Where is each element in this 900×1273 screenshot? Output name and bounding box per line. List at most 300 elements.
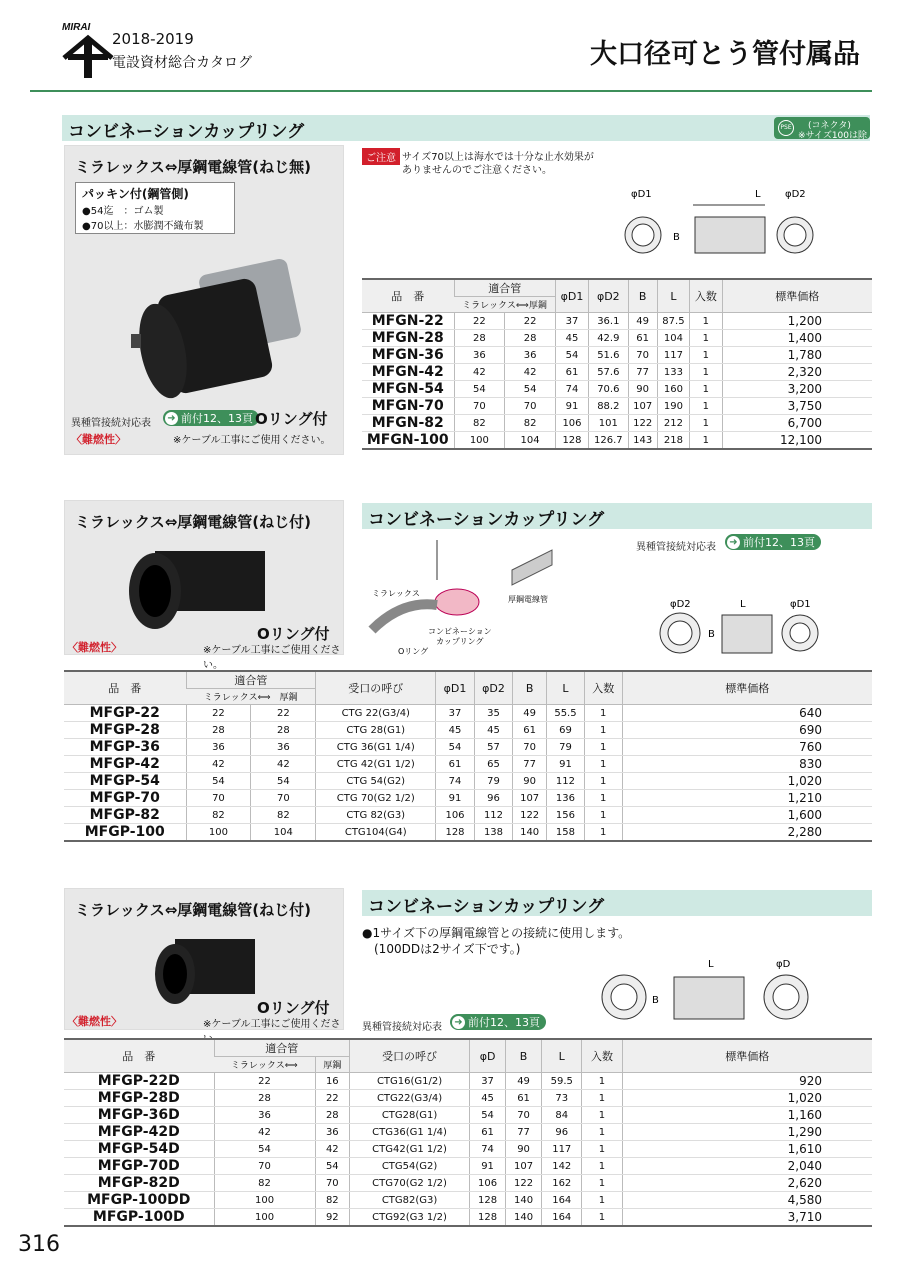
price: 6,700 [722, 415, 872, 432]
diagram-coupling-label2: カップリング [436, 637, 484, 646]
col-header: B [506, 1039, 542, 1073]
col-header: 入数 [582, 1039, 622, 1073]
part-number: MFGN-70 [362, 398, 454, 415]
part-number: MFGP-28D [64, 1090, 214, 1107]
table-row [64, 807, 872, 824]
table-cell: 77 [628, 364, 657, 381]
diagram-oring-label: Oリング [398, 647, 429, 656]
col-header: 受口の呼び [316, 671, 436, 705]
price: 2,280 [622, 824, 872, 842]
part-number: MFGP-54D [64, 1141, 214, 1158]
table-cell: 90 [513, 773, 547, 790]
assembly-diagram [362, 530, 622, 660]
table-cell: 28 [315, 1107, 350, 1124]
table-cell: 156 [547, 807, 585, 824]
table-cell: 36 [186, 739, 251, 756]
table-cell: 79 [547, 739, 585, 756]
table-cell: CTG70(G2 1/2) [350, 1175, 470, 1192]
table-cell: 1 [690, 313, 722, 330]
part-number: MFGP-82 [64, 807, 186, 824]
table-cell: 49 [513, 705, 547, 722]
dimension-drawing-2 [650, 595, 870, 665]
table-cell: 37 [436, 705, 474, 722]
table-cell: CTG54(G2) [350, 1158, 470, 1175]
table-row [362, 347, 872, 364]
table-cell: CTG104(G4) [316, 824, 436, 842]
pse-mark-icon: PSE [778, 120, 794, 136]
table-cell: 54 [315, 1158, 350, 1175]
table-row [362, 415, 872, 432]
table-cell: 70 [454, 398, 505, 415]
table-cell: 212 [657, 415, 690, 432]
table-cell: 70 [513, 739, 547, 756]
table-cell: 122 [628, 415, 657, 432]
pse-note2: ※サイズ100は除く [798, 131, 867, 154]
table-cell: CTG 36(G1 1/4) [316, 739, 436, 756]
col-header: 標準価格 [622, 1039, 872, 1073]
table-cell: 65 [474, 756, 512, 773]
table-row [64, 1158, 872, 1175]
table-row [64, 824, 872, 842]
svg-text:MIRAI: MIRAI [62, 22, 91, 33]
table-cell: 42 [251, 756, 316, 773]
table-cell: 190 [657, 398, 690, 415]
section3-note2: (100DDは2サイズ下です。) [374, 942, 521, 956]
table-cell: 54 [555, 347, 588, 364]
col-header: 受口の呼び [350, 1039, 470, 1073]
table-row [64, 773, 872, 790]
price: 3,750 [722, 398, 872, 415]
price: 3,710 [622, 1209, 872, 1227]
table-cell: 42 [505, 364, 556, 381]
table-row [64, 1124, 872, 1141]
table-cell: CTG28(G1) [350, 1107, 470, 1124]
table-cell: 164 [542, 1209, 582, 1227]
table-row [362, 398, 872, 415]
part-number: MFGN-82 [362, 415, 454, 432]
table-cell: 28 [186, 722, 251, 739]
part-number: MFGP-100D [64, 1209, 214, 1227]
table-cell: 1 [690, 347, 722, 364]
table-section1 [362, 278, 872, 450]
table-cell: 100 [454, 432, 505, 450]
part-number: MFGP-54 [64, 773, 186, 790]
table-cell: 122 [506, 1175, 542, 1192]
col-header: 適合管 [454, 279, 555, 297]
table-cell: 42 [186, 756, 251, 773]
table-cell: 70 [315, 1175, 350, 1192]
table-row [362, 364, 872, 381]
table-cell: 1 [690, 432, 722, 450]
table-cell: 1 [690, 364, 722, 381]
dim-b-label: B [708, 629, 715, 640]
table-cell: 117 [657, 347, 690, 364]
price: 1,200 [722, 313, 872, 330]
compat-badge-text-1: 前付12、13頁 [181, 412, 253, 425]
diagram-coupling-label1: コンビネーション [428, 627, 492, 636]
table-cell: 54 [436, 739, 474, 756]
table-cell: 87.5 [657, 313, 690, 330]
table-cell: 128 [436, 824, 474, 842]
cable-note-3: ※ケーブル工事にご使用くださ [203, 1019, 341, 1030]
table-cell: 100 [186, 824, 251, 842]
notice-tag: ご注意 [362, 148, 400, 165]
table-cell: CTG 22(G3/4) [316, 705, 436, 722]
diagram-steel-label: 厚鋼電線管 [508, 595, 548, 604]
price: 690 [622, 722, 872, 739]
page-number: 316 [18, 1232, 60, 1257]
packing-line2: ●70以上：水膨潤不織布製 [82, 221, 204, 232]
table-cell: 1 [584, 807, 622, 824]
diagram-mirarex-label: ミラレックス [372, 589, 420, 598]
table-cell: 82 [505, 415, 556, 432]
table-cell: 74 [555, 381, 588, 398]
table-cell: 82 [251, 807, 316, 824]
table-cell: 28 [251, 722, 316, 739]
price: 2,320 [722, 364, 872, 381]
table-cell: 96 [542, 1124, 582, 1141]
col-header: 適合管 [214, 1039, 350, 1057]
table-cell: 1 [584, 773, 622, 790]
table-row [64, 1107, 872, 1124]
table-cell: CTG 54(G2) [316, 773, 436, 790]
table-cell: 42 [214, 1124, 315, 1141]
price: 2,620 [622, 1175, 872, 1192]
table-cell: 133 [657, 364, 690, 381]
price: 4,580 [622, 1192, 872, 1209]
mirai-logo [60, 18, 116, 80]
table-cell: 42 [315, 1141, 350, 1158]
dim-l-label: L [740, 599, 746, 610]
table-cell: 82 [454, 415, 505, 432]
table-cell: 101 [589, 415, 629, 432]
col-header: L [657, 279, 690, 313]
table-cell: 22 [251, 705, 316, 722]
compat-link-2[interactable] [725, 534, 821, 550]
col-header: L [542, 1039, 582, 1073]
dim-l-label: L [708, 959, 714, 970]
table-cell: 49 [506, 1073, 542, 1090]
part-number: MFGP-42D [64, 1124, 214, 1141]
table-cell: CTG36(G1 1/4) [350, 1124, 470, 1141]
table-cell: 70 [628, 347, 657, 364]
table-cell: 77 [513, 756, 547, 773]
table-cell: 142 [542, 1158, 582, 1175]
table-cell: 140 [513, 824, 547, 842]
section2-title: コンビネーションカップリング [362, 503, 872, 529]
flame-label-1: 〈難燃性〉 [71, 433, 126, 446]
col-header: 品 番 [64, 1039, 214, 1073]
price: 830 [622, 756, 872, 773]
table-cell: 36.1 [589, 313, 629, 330]
table-cell: 122 [513, 807, 547, 824]
part-number: MFGP-100 [64, 824, 186, 842]
packing-title: パッキン付(鋼管側) [82, 187, 189, 201]
table-cell: 54 [186, 773, 251, 790]
part-number: MFGP-42 [64, 756, 186, 773]
table-cell: 55.5 [547, 705, 585, 722]
table-row [64, 1090, 872, 1107]
arrow-right-icon: ➜ [165, 412, 178, 425]
table-row [64, 739, 872, 756]
table-row [64, 1209, 872, 1227]
cable-note-2: ※ケーブル工事にご使用ください。 [203, 645, 341, 671]
table-cell: 36 [454, 347, 505, 364]
table-cell: 77 [506, 1124, 542, 1141]
col-header: φD2 [474, 671, 512, 705]
table-cell: 164 [542, 1192, 582, 1209]
table-cell: 61 [436, 756, 474, 773]
oring-label-2: Oリング付 [257, 625, 330, 643]
col-header: φD1 [436, 671, 474, 705]
table-cell: 90 [628, 381, 657, 398]
table-cell: 138 [474, 824, 512, 842]
col-header: φD [470, 1039, 506, 1073]
part-number: MFGP-22 [64, 705, 186, 722]
table-cell: 22 [186, 705, 251, 722]
pse-badge [774, 117, 870, 154]
table-cell: 1 [582, 1209, 622, 1227]
dim-d-label: φD [776, 959, 791, 970]
table-cell: 70 [505, 398, 556, 415]
table-cell: 36 [505, 347, 556, 364]
table-cell: 91 [547, 756, 585, 773]
table-cell: 36 [315, 1124, 350, 1141]
table-cell: 1 [584, 705, 622, 722]
table-cell: 106 [470, 1175, 506, 1192]
table-cell: 54 [251, 773, 316, 790]
table-cell: 104 [251, 824, 316, 842]
table-cell: 54 [454, 381, 505, 398]
cable-note-1: ※ケーブル工事にご使用ください。 [173, 435, 331, 446]
table-cell: 79 [474, 773, 512, 790]
price: 1,290 [622, 1124, 872, 1141]
table-cell: 1 [582, 1107, 622, 1124]
table-cell: 22 [214, 1073, 315, 1090]
col-header: 品 番 [362, 279, 454, 313]
part-number: MFGN-22 [362, 313, 454, 330]
table-cell: 112 [547, 773, 585, 790]
table-cell: 107 [628, 398, 657, 415]
part-number: MFGN-28 [362, 330, 454, 347]
dim-d2-label: φD2 [670, 599, 691, 610]
compat-link-1[interactable] [163, 410, 259, 426]
compat-badge-text-2: 前付12、13頁 [743, 536, 815, 549]
table-cell: 140 [506, 1209, 542, 1227]
part-number: MFGP-70 [64, 790, 186, 807]
table-row [64, 756, 872, 773]
table-cell: 160 [657, 381, 690, 398]
table-cell: 36 [214, 1107, 315, 1124]
col-subheader: ミラレックス⟺ 厚鋼 [186, 689, 316, 705]
table-row [64, 1073, 872, 1090]
compat-label-1: 異種管接続対応表 [71, 418, 151, 429]
col-header: φD1 [555, 279, 588, 313]
table-cell: CTG 70(G2 1/2) [316, 790, 436, 807]
price: 1,020 [622, 1090, 872, 1107]
table-cell: 82 [186, 807, 251, 824]
dim-b-label: B [652, 995, 659, 1006]
price: 1,610 [622, 1141, 872, 1158]
catalog-name: 電設資材総合カタログ [112, 55, 252, 71]
table-cell: 70 [506, 1107, 542, 1124]
table-cell: 36 [251, 739, 316, 756]
table-cell: 1 [584, 756, 622, 773]
part-number: MFGN-54 [362, 381, 454, 398]
table-cell: 61 [555, 364, 588, 381]
price: 760 [622, 739, 872, 756]
table-cell: 126.7 [589, 432, 629, 450]
table-cell: 104 [505, 432, 556, 450]
table-cell: 106 [436, 807, 474, 824]
table-cell: 107 [506, 1158, 542, 1175]
col-header: 標準価格 [722, 279, 872, 313]
col-header: 入数 [690, 279, 722, 313]
part-number: MFGP-70D [64, 1158, 214, 1175]
price: 12,100 [722, 432, 872, 450]
table-cell: 100 [214, 1209, 315, 1227]
table-cell: CTG22(G3/4) [350, 1090, 470, 1107]
product-panel-2 [64, 500, 344, 671]
dim-d1-label: φD1 [790, 599, 811, 610]
table-cell: 42.9 [589, 330, 629, 347]
table-section2 [64, 670, 872, 842]
table-cell: 61 [470, 1124, 506, 1141]
table-row [362, 432, 872, 450]
notice-line2: ありませんのでご注意ください。 [402, 165, 552, 176]
table-cell: 45 [436, 722, 474, 739]
col-header: B [513, 671, 547, 705]
table-cell: 1 [582, 1141, 622, 1158]
table-cell: 42 [454, 364, 505, 381]
price: 1,600 [622, 807, 872, 824]
table-cell: CTG 82(G3) [316, 807, 436, 824]
table-cell: 1 [690, 381, 722, 398]
table-cell: 82 [315, 1192, 350, 1209]
oring-label-3: Oリング付 [257, 999, 330, 1017]
table-cell: 35 [474, 705, 512, 722]
table-cell: 61 [513, 722, 547, 739]
table-cell: 28 [454, 330, 505, 347]
flame-label-2: 〈難燃性〉 [67, 641, 122, 654]
dim-d1-label: φD1 [631, 189, 652, 200]
col-subheader: 厚鋼 [315, 1057, 350, 1073]
table-cell: 57.6 [589, 364, 629, 381]
table-row [64, 1141, 872, 1158]
section3-note1: ●1サイズ下の厚鋼電線管との接続に使用します。 [362, 926, 631, 940]
table-row [64, 705, 872, 722]
price: 2,040 [622, 1158, 872, 1175]
table-cell: 143 [628, 432, 657, 450]
col-header: L [547, 671, 585, 705]
table-cell: 91 [470, 1158, 506, 1175]
dim-l-label: L [755, 189, 761, 200]
table-cell: 88.2 [589, 398, 629, 415]
part-number: MFGN-36 [362, 347, 454, 364]
table-cell: 61 [628, 330, 657, 347]
table-cell: 112 [474, 807, 512, 824]
table-cell: 45 [474, 722, 512, 739]
table-cell: CTG 28(G1) [316, 722, 436, 739]
table-cell: 54 [214, 1141, 315, 1158]
table-cell: 84 [542, 1107, 582, 1124]
table-cell: 22 [505, 313, 556, 330]
table-cell: 218 [657, 432, 690, 450]
price: 1,780 [722, 347, 872, 364]
price: 3,200 [722, 381, 872, 398]
table-cell: 45 [470, 1090, 506, 1107]
dim-d2-label: φD2 [785, 189, 806, 200]
table-cell: 91 [436, 790, 474, 807]
part-number: MFGP-36D [64, 1107, 214, 1124]
table-cell: 1 [582, 1124, 622, 1141]
table-cell: 54 [470, 1107, 506, 1124]
product3-image [145, 929, 275, 1009]
table-cell: 73 [542, 1090, 582, 1107]
table-cell: 96 [474, 790, 512, 807]
table-cell: 1 [582, 1192, 622, 1209]
col-subheader: ミラレックス⟺厚鋼 [454, 297, 555, 313]
dim-b-label: B [673, 232, 680, 243]
table-cell: 45 [555, 330, 588, 347]
table-cell: 1 [582, 1073, 622, 1090]
table-cell: 22 [454, 313, 505, 330]
col-header: 品 番 [64, 671, 186, 705]
col-header: B [628, 279, 657, 313]
part-number: MFGP-36 [64, 739, 186, 756]
table-cell: CTG16(G1/2) [350, 1073, 470, 1090]
pse-note1: (コネクタ) [808, 121, 851, 131]
price: 640 [622, 705, 872, 722]
col-header: φD2 [589, 279, 629, 313]
part-number: MFGP-100DD [64, 1192, 214, 1209]
table-cell: 49 [628, 313, 657, 330]
dimension-drawing-1 [615, 185, 875, 270]
table-cell: 70.6 [589, 381, 629, 398]
table-cell: 70 [186, 790, 251, 807]
table-cell: 92 [315, 1209, 350, 1227]
table-row [362, 381, 872, 398]
compat-label-2: 異種管接続対応表 [636, 542, 716, 553]
col-subheader: ミラレックス⟺ [214, 1057, 315, 1073]
product3-subtitle: ミラレックス⇔厚鋼電線管(ねじ付) [75, 901, 311, 919]
table-cell: 1 [584, 824, 622, 842]
table-row [64, 1192, 872, 1209]
table-cell: 106 [555, 415, 588, 432]
table-cell: CTG42(G1 1/2) [350, 1141, 470, 1158]
table-cell: 74 [470, 1141, 506, 1158]
compat-label-3: 異種管接続対応表 [362, 1022, 442, 1033]
table-cell: 28 [505, 330, 556, 347]
table-row [362, 313, 872, 330]
header-divider [30, 90, 872, 92]
compat-link-3[interactable] [450, 1014, 546, 1030]
price: 1,160 [622, 1107, 872, 1124]
section1-title: コンビネーションカップリング [62, 115, 870, 141]
table-cell: 136 [547, 790, 585, 807]
compat-badge-text-3: 前付12、13頁 [468, 1016, 540, 1029]
product2-image [115, 533, 275, 633]
product-panel-3 [64, 888, 344, 1030]
table-cell: 37 [470, 1073, 506, 1090]
table-cell: 104 [657, 330, 690, 347]
table-cell: 69 [547, 722, 585, 739]
table-row [64, 722, 872, 739]
table-cell: 51.6 [589, 347, 629, 364]
section3-title: コンビネーションカップリング [362, 890, 872, 916]
table-cell: 117 [542, 1141, 582, 1158]
table-row [64, 1175, 872, 1192]
